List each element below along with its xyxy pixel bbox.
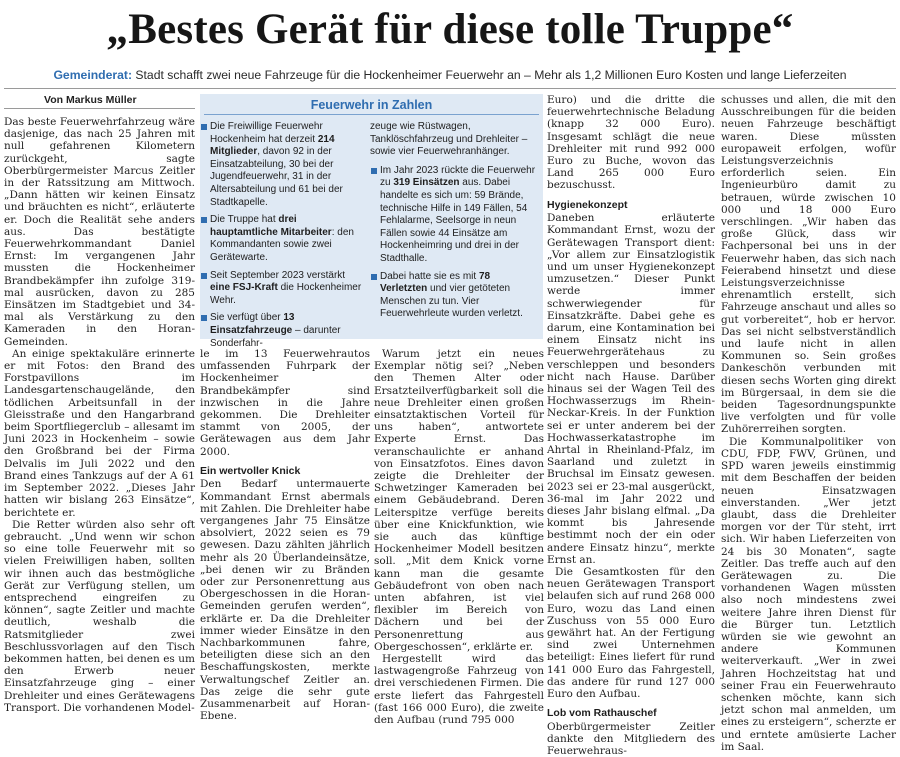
- subheadline: [0, 68, 900, 82]
- paragraph: Die Retter würden also sehr oft gebraucht. „Und wenn wir schon so eine tolle Feuerwehr mit so vielen Freiwilligen haben, sollten wir ihnen auch das bestmögliche Gerät zur Verfügung stellen, um entsprechend eingreifen zu können“, sagte Zeitler und machte deutlich, weshalb die Ratsmitglieder zwei Beschlussvorlagen auf den Tisch bekommen hatten, bei denen es um den Erwerb neuer Einsatzfahrzeuge ging – einer Drehleiter und eines Gerätewagens Transport. Die vorhandenen Model-: [4, 518, 195, 714]
- article-column-5: [721, 94, 896, 753]
- subheading: Hygienekonzept: [547, 198, 628, 211]
- subheadline-text: Stadt schafft zwei neue Fahrzeuge für die Hockenheimer Feuerwehr an – Mehr als 1,2 Millionen Euro Kosten und lange Lieferzeiten: [132, 68, 847, 82]
- bullet-highlight: 319 Einsätzen: [393, 177, 460, 189]
- article-column-1: [4, 116, 195, 714]
- byline: Von Markus Müller: [44, 94, 137, 106]
- headline: „Bestes Gerät für diese tolle Truppe“: [106, 6, 794, 53]
- paragraph: Hergestellt wird das lastwagengroße Fahrzeug von drei verschiedenen Firmen. Die erste liefert das Fahrgestell (fast 166 000 Euro), die zweite den Aufbau (rund 795 000: [374, 653, 544, 727]
- info-box-bullet: [370, 165, 540, 266]
- info-box-title: Feuerwehr in Zahlen: [310, 98, 433, 112]
- info-box-bullet: [200, 214, 362, 264]
- bullet-text: Im Jahr 2023 rückte die Feuerwehr zu: [380, 164, 536, 189]
- header-rule: [4, 88, 896, 89]
- info-box-right-column: [370, 121, 540, 326]
- info-box-bullet: [200, 312, 362, 350]
- info-box-left-column: [200, 121, 362, 355]
- bullet-text: Die Freiwillige Feuerwehr Hockenheim hat derzeit: [210, 121, 323, 145]
- bullet-text: , davon 92 in der Einsatzabteilung, 30 bei der Jugendfeuerwehr, 31 in der Altersabteilung und 61 bei der Stadtkapelle.: [210, 146, 343, 208]
- bullet-text: – darunter Sonderfahr-: [210, 324, 341, 349]
- paragraph: Daneben erläuterte Kommandant Ernst, wozu der Gerätewagen Transport dient: „Vor allem zur Einsatzlogistik und um unser Hygienekonzept umzusetzen.“ Dieser Punkt werde immer schwerwiegender für Einsatzkräfte. Dabei gehe es darum, eine Kontamination bei einem Einsatz nicht ins Feuerwehrgerätehaus zu verschleppen und besonders nicht nach Hause. Darüber hinaus sei der Wagen Teil des Hochwasserzugs im Rhein-Neckar-Kreis. In der Funktion sei er unter anderem bei der Hochwasserkatastrophe im Ahrtal in Rheinland-Pfalz, im Saarland und zuletzt in Bruchsal im Einsatz gewesen. 2023 sei er 23-mal ausgerückt, 36-mal im Jahr 2022 und dieses Jahr bislang elfmal. „Da kommt bis Jahresende bestimmt noch der ein oder andere Einsatz hinzu“, merkte Ernst an.: [547, 212, 715, 566]
- bullet-text: Sie verfügt über: [210, 312, 284, 324]
- paragraph: Oberbürgermeister Zeitler dankte den Mitgliedern des Feuerwehraus-: [547, 720, 715, 757]
- subheadline-kicker: Gemeinderat:: [53, 68, 133, 82]
- bullet-text: die Hockenheimer Wehr.: [210, 282, 362, 306]
- paragraph: Euro) und die dritte die feuerwehrtechnische Beladung (knapp 32 000 Euro). Insgesamt schlägt die neue Drehleiter mit rund 992 000 Euro zu Buche, wovon das Land 265 000 Euro bezuschusst.: [547, 94, 715, 192]
- bullet-text: Die Truppe hat: [210, 214, 279, 226]
- subheading: Lob vom Rathauschef: [547, 707, 657, 720]
- article-column-4: [547, 94, 715, 757]
- paragraph: An einige spektakuläre erinnerte er mit Fotos: den Brand des Forstpavillons im Landesgartenschaugelände, den tödlichen Arbeitsunfall in der Gleisstraße und den Hangarbrand beim Sportfliegerclub – allesamt im Juni 2023 in Hockenheim – sowie den Großbrand bei der Firma Delvalis im Juli 2022 und den Brand eines Tankzugs auf der A 61 im September 2022. „Dieses Jahr hatten wir bislang 263 Einsätze“, berichtete er.: [4, 347, 195, 519]
- article-column-2: [200, 348, 370, 723]
- info-box-bullet: [200, 270, 362, 308]
- paragraph: Die Kommunalpolitiker von CDU, FDP, FWV, Grünen, und SPD waren jeweils einstimmig mit dem Beschaffen der beiden neuen Einsatzwagen einverstanden. „Wer jetzt glaubt, dass die Drehleiter morgen vor der Tür steht, irrt sich. Wir haben Lieferzeiten von 24 bis 30 Monaten“, sagte Zeitler. Das treffe auch auf den Gerätewagen zu. Die vorhandenen Wagen müssten also noch mindestens zwei weitere Jahre ihren Dienst für die Bürger tun. Letztlich würden sie wie gewohnt an andere Kommunen weiterverkauft. „Wer in zwei Jahren Hochzeitstag hat und seiner Frau ein Feuerwehrauto schenken möchte, kann sich jetzt schon mal anmelden, um eines zu ersteigern“, scherzte er und erntete amüsierte Lacher im Saal.: [721, 435, 896, 753]
- byline-rule: [4, 108, 195, 109]
- info-box-continuation: zeuge wie Rüstwagen, Tanklöschfahrzeug und Drehleiter – sowie vier Feuerwehranhänger.: [370, 121, 528, 158]
- info-box-rule: [204, 114, 539, 115]
- bullet-text: Seit September 2023 verstärkt: [210, 269, 346, 281]
- bullet-text: Dabei hatte sie es mit: [380, 270, 479, 282]
- bullet-highlight: 13 Einsatzfahrzeuge: [210, 312, 295, 336]
- bullet-highlight: eine FSJ-Kraft: [210, 282, 278, 294]
- article-column-3: [374, 348, 544, 727]
- paragraph: Die Gesamtkosten für den neuen Gerätewagen Transport belaufen sich auf rund 268 000 Euro, wozu das Land einen Zuschuss von 55 000 Euro gewährt hat. An der Fertigung sind zwei Unternehmen beteiligt: Eines liefert für rund 141 000 Euro das Fahrgestell, das andere für rund 127 000 Euro den Aufbau.: [547, 566, 715, 701]
- info-box: [200, 94, 543, 349]
- bullet-text: aus. Dabei handelte es sich um: 59 Brände, technische Hilfe in 149 Fällen, 54 Fehlalarme, Seelsorge in neun Fällen sowie 44 Einsätze am Hockenheimring und drei in der Stadthalle.: [380, 177, 528, 264]
- paragraph: le im 13 Feuerwehrautos umfassenden Fuhrpark der Hockenheimer Brandbekämpfer sind inzwischen in die Jahre gekommen. Die Drehleiter stammt von 2005, der Gerätewagen aus dem Jahr 2000.: [200, 348, 370, 458]
- info-box-bullet: [200, 121, 362, 209]
- bullet-text: und vier getöteten Menschen zu tun. Vier Feuerwehrleute wurden verletzt.: [380, 283, 523, 320]
- paragraph: Den Bedarf untermauerte Kommandant Ernst abermals mit Zahlen. Die Drehleiter habe vergangenes Jahr 75 Einsätze absolviert, 2022 seien es 79 gewesen. Dazu zählten jährlich mehr als 20 Überlandeinsätze, „bei denen wir zu Bränden oder zur Personenrettung aus Obergeschossen in die Horan-Gemeinden gerufen werden“, erklärte er. Da die Drehleiter immer wieder Einsätze in den Nachbarkommunen fahre, beteiligten diese sich an den Beschaffungskosten, merkte Verwaltungschef Zeitler an. Das zeige die sehr gute Zusammenarbeit auf Horan-Ebene.: [200, 478, 370, 723]
- bullet-text: : den Kommandanten sowie zwei Gerätewarte.: [210, 226, 354, 263]
- paragraph: Warum jetzt ein neues Exemplar nötig sei? „Neben den Themen Alter oder Ersatzteilverfügbarkeit soll die neue Drehleiter einen großen einsatztaktischen Vorteil für uns haben“, antwortete Experte Ernst. Das veranschaulichte er anhand von Einsatzfotos. Eines davon zeigte die Drehleiter der Schwetzinger Kameraden bei einem Gebäudebrand. Deren Leiterspitze verfüge bereits über eine Knickfunktion, wie sie auch das künftige Hockenheimer Modell besitzen soll. „Mit dem Knick vorne kann man die gesamte Gebäudefront von oben nach unten abfahren, ist viel flexibler im Bereich von Dächern und bei der Personenrettung aus Obergeschossen“, erklärte er.: [374, 348, 544, 653]
- bullet-highlight: drei hauptamtliche Mitarbeiter: [210, 214, 332, 238]
- bullet-highlight: 78 Verletzten: [380, 270, 491, 295]
- bullet-highlight: 214 Mitglieder: [210, 133, 335, 158]
- subheading: Ein wertvoller Knick: [200, 464, 301, 477]
- paragraph: schusses und allen, die mit den Ausschreibungen für die beiden neuen Fahrzeuge beschäftigt waren. Diese müssten europaweit erfolgen, wofür Leistungsverzeichnis erforderlich seien. Ein Ingenieurbüro damit zu betrauen, würde zwischen 10 000 und 18 000 Euro verschlingen. „Wir haben das große Glück, dass wir Fachpersonal bei uns in der Feuerwehr haben, das sich nach Feierabend hinsetzt und diese Leistungsverzeichnisse ehrenamtlich erstellt, sich Fahrzeuge anschaut und alles so gut vorbereitet“, hob er hervor. Das sei nicht selbstverständlich und laufe nicht in allen Kommunen so. Sein großes Dankeschön verbunden mit diesen sechs Worten ging direkt im Bürgersaal, in dem sie die beiden Tagesordnungspunkte live verfolgten und für volle Zuhörerreihen sorgten.: [721, 94, 896, 436]
- info-box-bullet: [370, 271, 540, 321]
- paragraph: Das beste Feuerwehrfahrzeug wäre dasjenige, das nach 25 Jahren mit null gefahrenen Kilometern zurückgeht, sagte Oberbürgermeister Marcus Zeitler in der Ratssitzung am Mittwoch. „Dann hätten wir keinen Einsatz und bräuchten es nicht“, erläuterte er. Doch die Realität sehe anders aus. Das bestätigte Feuerwehrkommandant Daniel Ernst: Im vergangenen Jahr mussten die Hockenheimer Brandbekämpfer ihn zufolge 319-mal ausrücken, davon zu 285 Einsätzen im Stadtgebiet und 34-mal als Verstärkung zu den Kameraden in den Horan-Gemeinden.: [4, 116, 195, 348]
